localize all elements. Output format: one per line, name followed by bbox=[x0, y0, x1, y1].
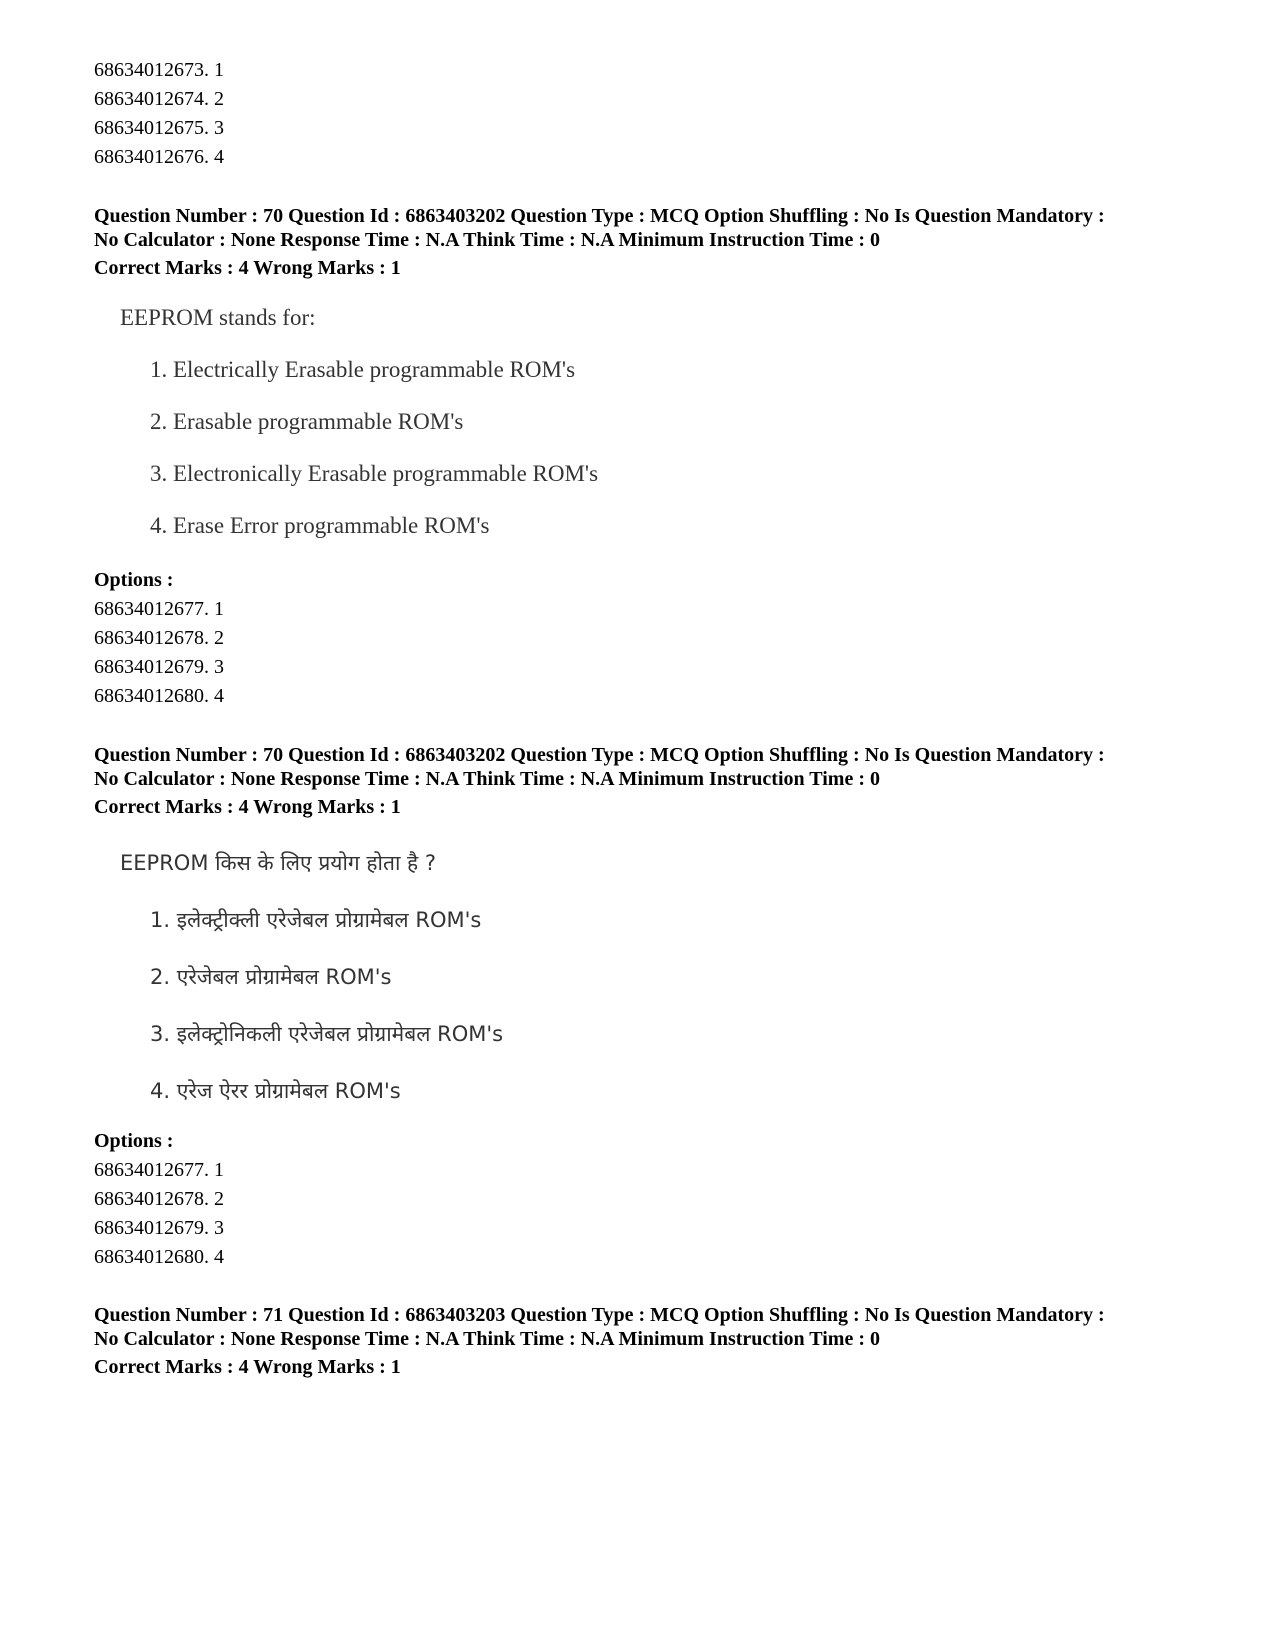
question-70-en-body bbox=[120, 303, 820, 563]
option-item: 68634012676. 4 bbox=[94, 146, 224, 168]
question-marks: Correct Marks : 4 Wrong Marks : 1 bbox=[94, 257, 401, 279]
option-item: 68634012673. 1 bbox=[94, 59, 224, 81]
question-choice: 2. एरेजेबल प्रोग्रामेबल ROM's bbox=[150, 965, 392, 989]
question-choice: 3. Electronically Erasable programmable ROM's bbox=[150, 461, 599, 486]
question-70-hi-options bbox=[94, 1127, 1214, 1272]
question-70-en-header bbox=[94, 204, 1214, 282]
option-item: 68634012680. 4 bbox=[94, 1246, 224, 1268]
question-choice: 3. इलेक्ट्रोनिकली एरेजेबल प्रोग्रामेबल ROM's bbox=[150, 1022, 504, 1046]
question-meta-line: No Calculator : None Response Time : N.A Think Time : N.A Minimum Instruction Time : 0 bbox=[94, 1328, 880, 1350]
option-item: 68634012679. 3 bbox=[94, 1217, 224, 1239]
question-marks: Correct Marks : 4 Wrong Marks : 1 bbox=[94, 796, 401, 818]
question-stem: EEPROM किस के लिए प्रयोग होता है ? bbox=[120, 851, 437, 875]
question-70-en-options bbox=[94, 566, 1214, 711]
question-70-hi-header bbox=[94, 743, 1214, 821]
previous-options-list bbox=[94, 56, 1214, 172]
option-item: 68634012674. 2 bbox=[94, 88, 224, 110]
question-choice: 2. Erasable programmable ROM's bbox=[150, 409, 464, 434]
question-meta-line: Question Number : 70 Question Id : 6863403202 Question Type : MCQ Option Shuffling : No Is Question Mandatory : bbox=[94, 744, 1105, 766]
options-title: Options : bbox=[94, 1130, 174, 1152]
question-meta-line: No Calculator : None Response Time : N.A Think Time : N.A Minimum Instruction Time : 0 bbox=[94, 768, 880, 790]
question-meta-line: Question Number : 71 Question Id : 6863403203 Question Type : MCQ Option Shuffling : No Is Question Mandatory : bbox=[94, 1304, 1105, 1326]
question-choice: 1. इलेक्ट्रीक्ली एरेजेबल प्रोग्रामेबल ROM's bbox=[150, 908, 482, 932]
question-stem: EEPROM stands for: bbox=[120, 305, 316, 330]
option-item: 68634012678. 2 bbox=[94, 627, 224, 649]
question-choice: 4. एरेज ऐरर प्रोग्रामेबल ROM's bbox=[150, 1079, 401, 1103]
question-choice: 1. Electrically Erasable programmable ROM's bbox=[150, 357, 576, 382]
option-item: 68634012675. 3 bbox=[94, 117, 224, 139]
option-item: 68634012678. 2 bbox=[94, 1188, 224, 1210]
question-70-hi-body bbox=[120, 848, 820, 1133]
question-71-header bbox=[94, 1303, 1214, 1381]
question-meta-line: Question Number : 70 Question Id : 6863403202 Question Type : MCQ Option Shuffling : No Is Question Mandatory : bbox=[94, 205, 1105, 227]
option-item: 68634012677. 1 bbox=[94, 1159, 224, 1181]
question-choice: 4. Erase Error programmable ROM's bbox=[150, 513, 490, 538]
option-item: 68634012677. 1 bbox=[94, 598, 224, 620]
option-item: 68634012679. 3 bbox=[94, 656, 224, 678]
options-title: Options : bbox=[94, 569, 174, 591]
option-item: 68634012680. 4 bbox=[94, 685, 224, 707]
question-marks: Correct Marks : 4 Wrong Marks : 1 bbox=[94, 1356, 401, 1378]
question-meta-line: No Calculator : None Response Time : N.A Think Time : N.A Minimum Instruction Time : 0 bbox=[94, 229, 880, 251]
